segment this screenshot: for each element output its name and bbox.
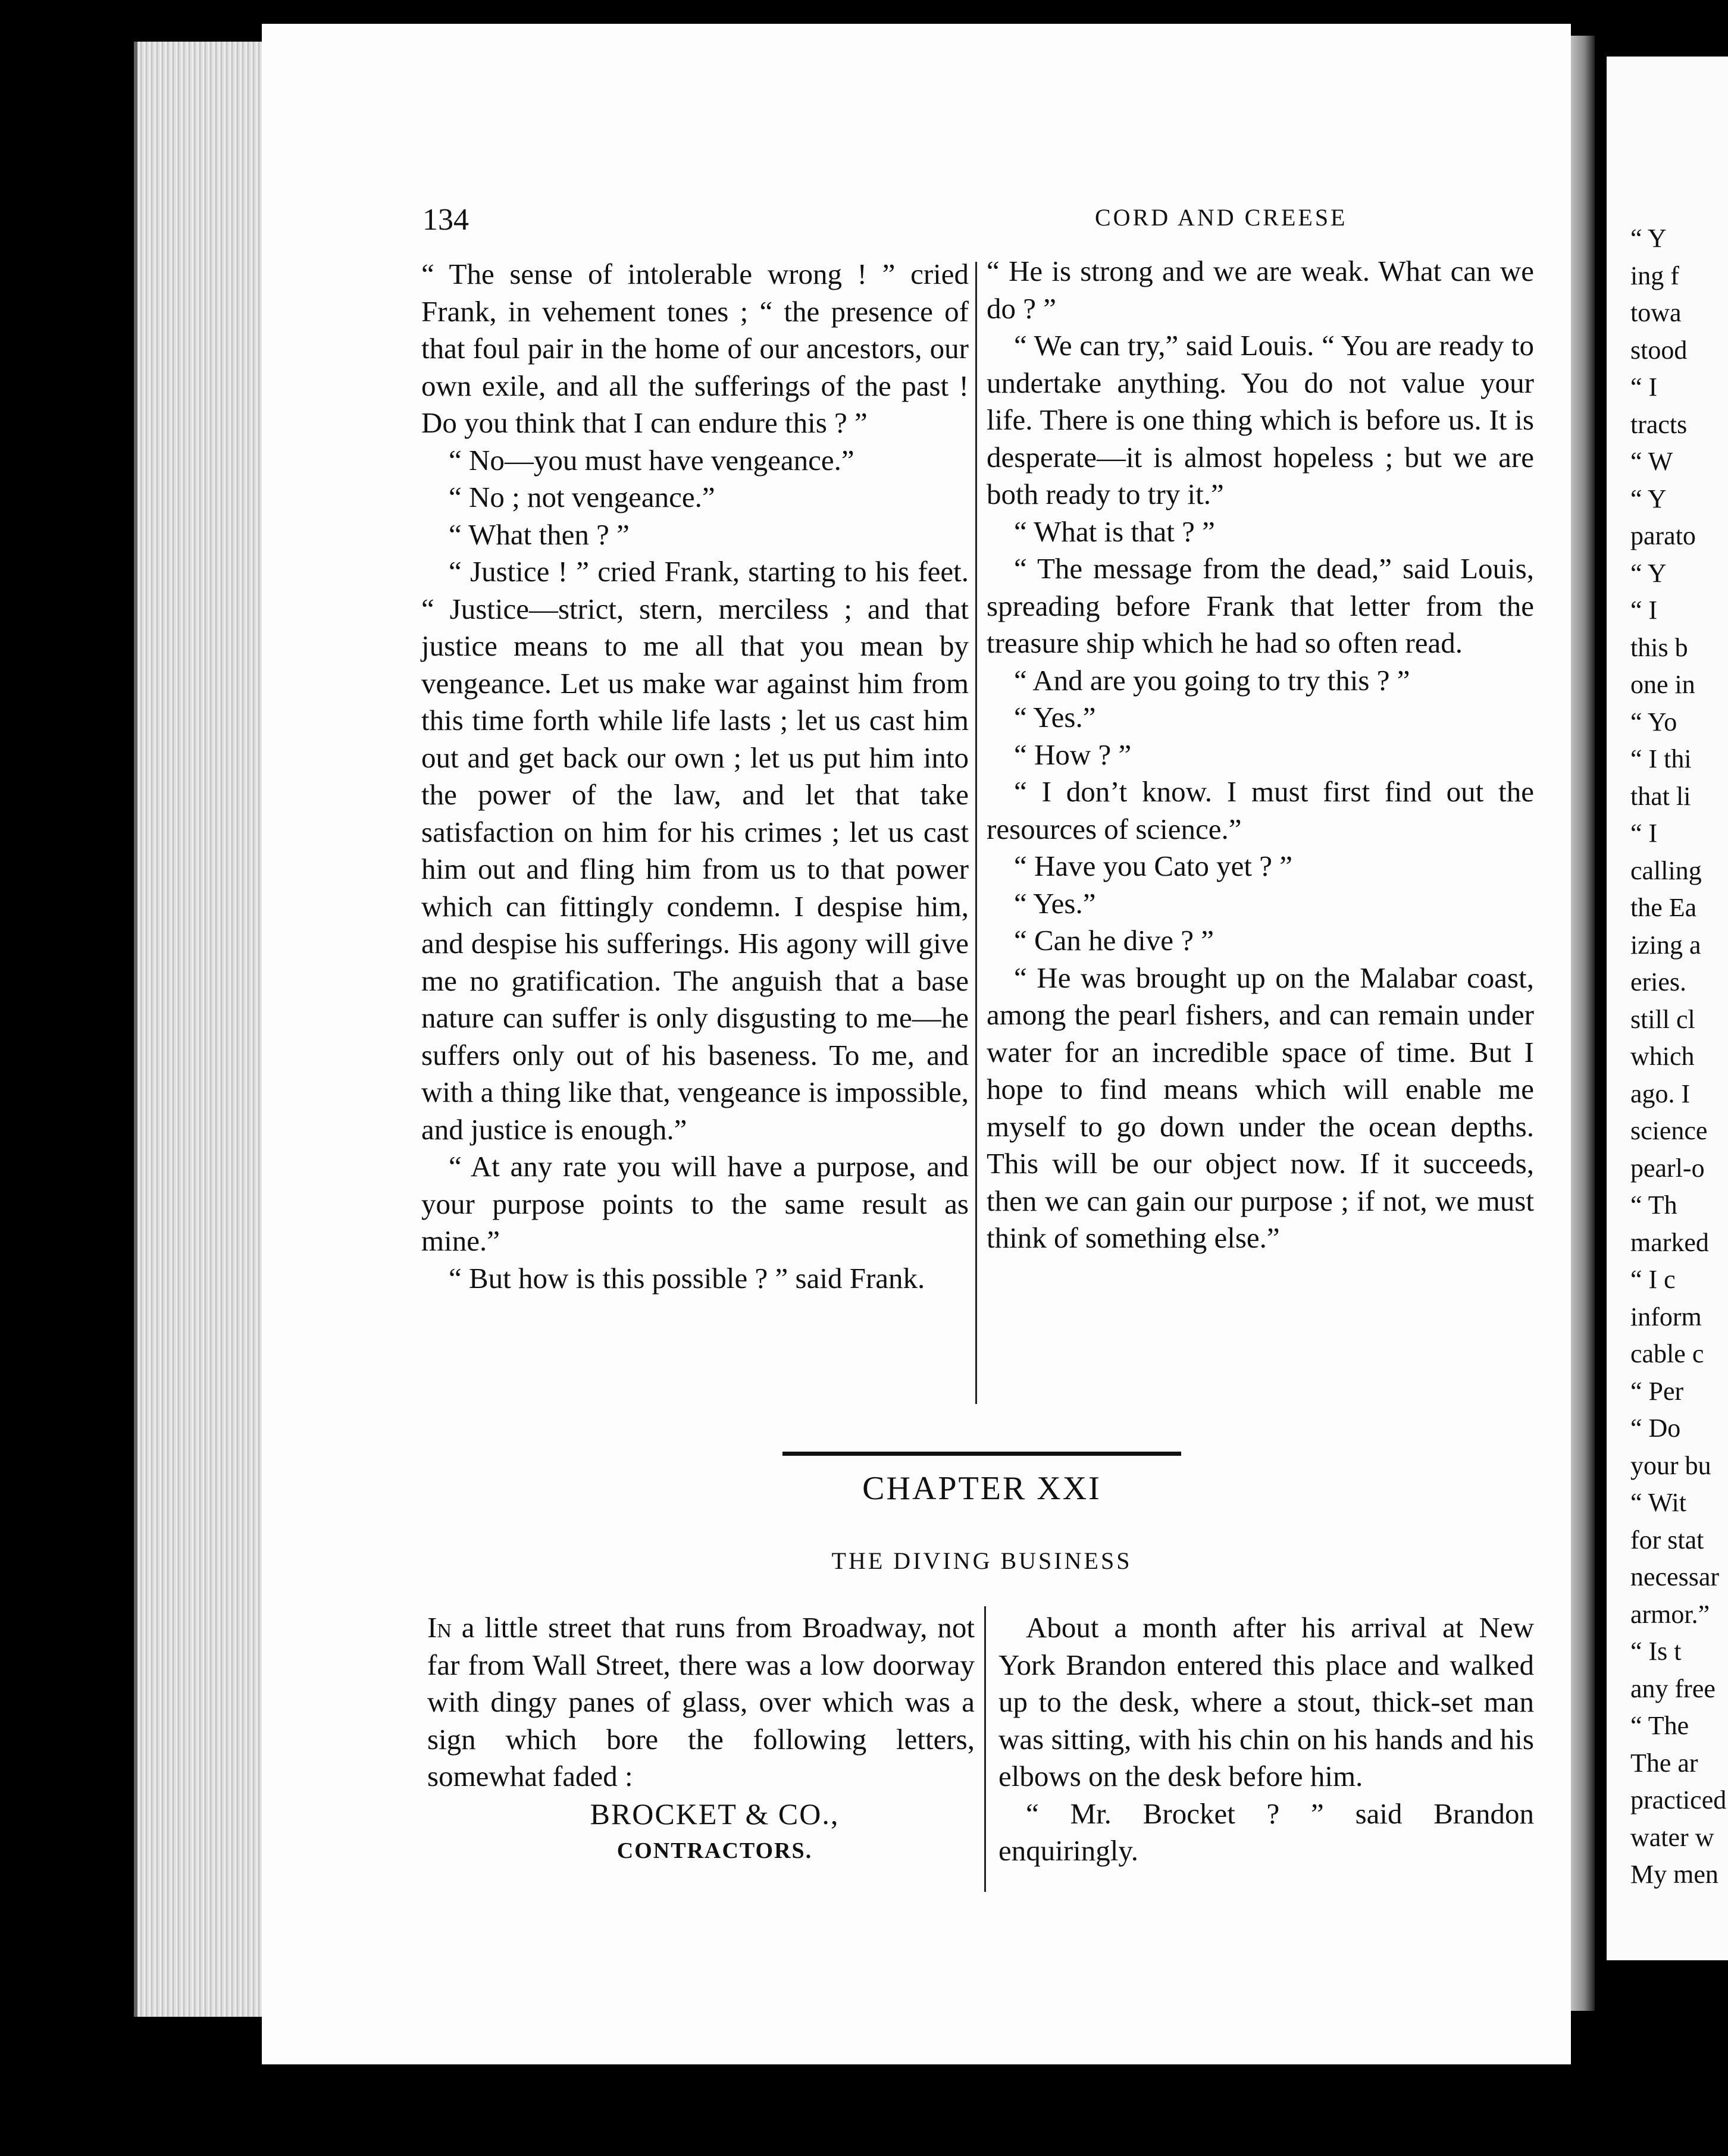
facing-page-line: water w <box>1630 1822 1714 1852</box>
paragraph: “ Have you Cato yet ? ” <box>1014 850 1293 882</box>
facing-page-line: the Ea <box>1630 893 1697 922</box>
facing-page-line: calling <box>1630 855 1702 885</box>
facing-page-line: ago. I <box>1630 1079 1691 1108</box>
paragraph: “ What is that ? ” <box>1014 515 1215 548</box>
paragraph: “ Yes.” <box>1014 701 1096 734</box>
facing-page-line: parato <box>1630 521 1696 550</box>
facing-page-line: one in <box>1630 670 1695 699</box>
facing-page-line: that li <box>1630 781 1691 811</box>
paragraph: “ But how is this possible ? ” said Frank. <box>449 1261 925 1295</box>
left-column-bottom <box>427 1609 975 1870</box>
facing-page-line: tracts <box>1630 409 1688 439</box>
paragraph: “ Mr. Brocket ? ” said Brandon enquiringly. <box>998 1797 1534 1867</box>
facing-page-line: “ Y <box>1630 224 1667 253</box>
facing-page-line: “ The <box>1630 1711 1689 1740</box>
facing-page-line: necessar <box>1630 1562 1720 1591</box>
facing-page-line: “ I <box>1630 372 1658 402</box>
facing-page-line: cable c <box>1630 1339 1704 1368</box>
facing-page-line: practiced <box>1630 1785 1727 1815</box>
chapter-title: CHAPTER XXI <box>862 1470 1101 1507</box>
column-divider <box>984 1606 986 1892</box>
facing-page-line: for stat <box>1630 1525 1704 1555</box>
paragraph: “ No—you must have vengeance.” <box>449 443 854 477</box>
facing-page-line: stood <box>1630 335 1688 365</box>
facing-page-line: “ Yo <box>1630 707 1677 737</box>
opening-word: In <box>427 1611 452 1644</box>
paragraph: “ He is strong and we are weak. What can we do ? ” <box>987 255 1534 325</box>
facing-page-line: ing f <box>1630 261 1679 290</box>
facing-page-line: inform <box>1630 1302 1702 1331</box>
facing-page-line: towa <box>1630 298 1682 327</box>
paragraph: About a month after his arrival at New York Brandon entered this place and walked up to the desk, where a stout, thick-set man was sitting, with his chin on his hands and his elbows on the desk before him. <box>998 1611 1534 1793</box>
facing-page-line: still cl <box>1630 1004 1695 1034</box>
facing-page-line: The ar <box>1630 1748 1698 1778</box>
facing-page-line: eries. <box>1630 967 1687 996</box>
left-column-top <box>421 256 969 1297</box>
paragraph: “ No ; not vengeance.” <box>449 481 715 513</box>
book-page <box>262 24 1571 2064</box>
facing-page-line: which <box>1630 1042 1695 1071</box>
paragraph: “ How ? ” <box>1014 738 1132 771</box>
chapter-opening-paragraph <box>427 1609 975 1795</box>
running-head: CORD AND CREESE <box>1095 204 1348 231</box>
facing-page-line: science <box>1630 1116 1708 1145</box>
chapter-subtitle: THE DIVING BUSINESS <box>831 1547 1132 1574</box>
facing-page-line: “ I c <box>1630 1265 1676 1294</box>
sign-subtitle: CONTRACTORS. <box>616 1838 813 1863</box>
facing-page-line: “ W <box>1630 447 1673 476</box>
paragraph: “ The message from the dead,” said Louis, spreading before Frank that letter from the treasure ship which he had so often read. <box>987 552 1534 659</box>
facing-page-line: “ Y <box>1630 558 1667 588</box>
paragraph: “ What then ? ” <box>449 518 630 551</box>
facing-page-line: armor.” <box>1630 1599 1710 1629</box>
facing-page-fragment <box>1607 57 1728 1960</box>
facing-page-line: “ Th <box>1630 1190 1677 1220</box>
facing-page-line: “ Y <box>1630 484 1667 513</box>
paragraph: “ Justice ! ” cried Frank, starting to his feet. “ Justice—strict, stern, merciless ; and that justice means to me all that you mean by vengeance. Let us make war against him from this time forth while life lasts ; let us cast him out and get back our own ; let us put him into the power of the law, and let that take satisfaction on him for his crimes ; let us cast him out and fling him from us to that power which can fittingly condemn. I despise him, and despise his sufferings. His agony will give me no gratification. The anguish that a base nature can suffer is only disgusting to me—he suffers only out of his baseness. To me, and with a thing like that, vengeance is impossible, and justice is enough.” <box>421 555 969 1146</box>
facing-page-line: “ I thi <box>1630 744 1692 773</box>
column-divider <box>975 262 977 1404</box>
facing-page-line: pearl-o <box>1630 1153 1705 1183</box>
facing-page-line: “ Per <box>1630 1376 1684 1406</box>
facing-page-line: My men <box>1630 1860 1718 1889</box>
facing-page-line: “ I <box>1630 819 1658 848</box>
paragraph: “ At any rate you will have a purpose, and your purpose points to the same result as mine.” <box>421 1150 969 1257</box>
facing-page-line: “ Is t <box>1630 1637 1682 1666</box>
book-page-edges <box>134 42 271 2017</box>
facing-page-line: izing a <box>1630 930 1701 960</box>
facing-page-line: “ I <box>1630 596 1658 625</box>
page-number: 134 <box>422 203 469 237</box>
paragraph: “ Can he dive ? ” <box>1014 924 1214 957</box>
facing-page-line: your bu <box>1630 1450 1711 1480</box>
paragraph: “ The sense of intolerable wrong ! ” cried Frank, in vehement tones ; “ the presence of that foul pair in the home of our ancestors, our own exile, and all the sufferings of the past ! Do you think that I can endure this ? ” <box>421 258 969 439</box>
sign-name: BROCKET & CO., <box>590 1797 840 1831</box>
facing-page-line: “ Wit <box>1630 1488 1686 1517</box>
facing-page-line: marked <box>1630 1227 1709 1257</box>
facing-page-line: this b <box>1630 632 1688 662</box>
chapter-rule <box>782 1452 1181 1456</box>
paragraph: “ Yes.” <box>1014 886 1096 920</box>
facing-page-line: “ Do <box>1630 1414 1681 1443</box>
paragraph: “ He was brought up on the Malabar coast, among the pearl fishers, and can remain under water for an incredible space of time. But I hope to find means which will enable me myself to go down under the ocean depths. This will be our object now. If it succeeds, then we can gain our purpose ; if not, we must think of something else.” <box>987 961 1534 1254</box>
right-column-top <box>987 253 1534 1257</box>
paragraph: “ I don’t know. I must first find out the resources of science.” <box>987 775 1534 845</box>
facing-page-line: any free <box>1630 1674 1716 1703</box>
paragraph: “ We can try,” said Louis. “ You are ready to undertake anything. You do not value your life. There is one thing which is before us. It is desperate—it is almost hopeless ; but we are both ready to try it.” <box>987 329 1534 510</box>
right-column-bottom <box>998 1609 1534 1870</box>
opening-text: a little street that runs from Broadway, not far from Wall Street, there was a low doorway with dingy panes of glass, over which was a sign which bore the following letters, somewhat faded : <box>427 1611 975 1793</box>
paragraph: “ And are you going to try this ? ” <box>1014 663 1410 697</box>
